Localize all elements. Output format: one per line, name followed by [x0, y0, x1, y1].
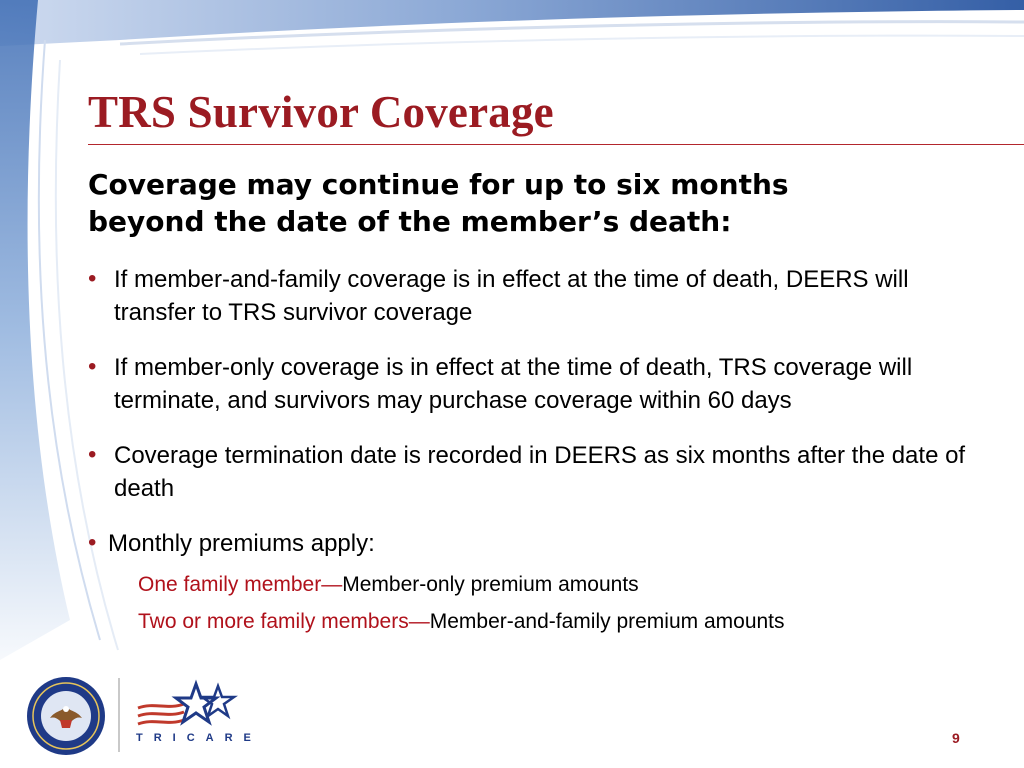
bullet-item	[88, 439, 988, 505]
bullet-icon: •	[88, 353, 97, 380]
premium-detail: Member-and-family premium amounts	[429, 610, 785, 633]
bullet-text: If member-and-family coverage is in effect at the time of death, DEERS will transfer to TRS survivor coverage	[114, 266, 909, 326]
tricare-stars-logo	[134, 678, 244, 738]
bullet-icon: •	[88, 529, 97, 556]
premium-line	[88, 566, 988, 603]
bullet-text: Monthly premiums apply:	[108, 530, 375, 557]
page-number: 9	[952, 730, 960, 746]
slide-title: TRS Survivor Coverage	[88, 87, 554, 137]
premium-label: One family member—	[138, 573, 343, 596]
bullet-text: If member-only coverage is in effect at the time of death, TRS coverage will terminate, and survivors may purchase coverage within 60 days	[114, 354, 913, 414]
logo-divider	[118, 678, 120, 752]
bullet-item	[88, 263, 988, 329]
slide-subheading: Coverage may continue for up to six months beyond the date of the member’s death:	[88, 168, 789, 238]
bullet-list	[88, 263, 988, 640]
title-underline	[88, 144, 1024, 145]
bullet-item	[88, 527, 988, 560]
bullet-item	[88, 351, 988, 417]
premium-detail: Member-only premium amounts	[342, 573, 639, 596]
bullet-text: Coverage termination date is recorded in DEERS as six months after the date of death	[114, 442, 966, 502]
tricare-wordmark: TRICARE	[136, 732, 262, 744]
top-swoosh-decoration	[0, 0, 1024, 70]
footer-logos	[26, 670, 266, 760]
premium-label: Two or more family members—	[138, 610, 430, 633]
bullet-icon: •	[88, 265, 97, 292]
dod-seal-logo	[26, 676, 106, 756]
premium-line	[88, 603, 988, 640]
bullet-icon: •	[88, 441, 97, 468]
